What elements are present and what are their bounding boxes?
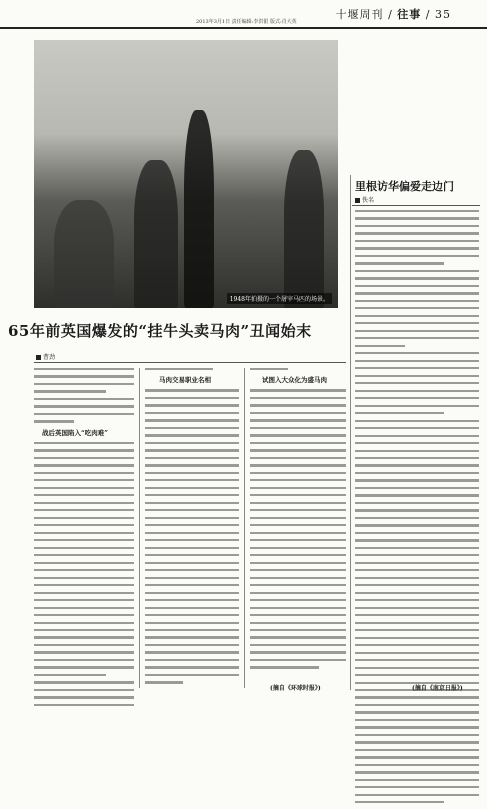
subhead: 马肉交易职业名相 (159, 376, 211, 385)
main-article-author: 曹劲 (36, 352, 55, 361)
subhead: 试图入大众化为盛马肉 (262, 376, 327, 385)
header-separator: / (425, 8, 431, 21)
article-photo (34, 40, 338, 308)
side-column-divider (350, 175, 351, 690)
side-article-rule (352, 205, 480, 206)
column-divider (244, 368, 245, 688)
column-divider (139, 368, 140, 688)
side-article-title: 里根访华偏爱走边门 (355, 180, 454, 193)
photo-figure (134, 160, 178, 308)
date-line: 2013年3月1日 责任编辑:李洪银 版式:肖大英 (196, 19, 297, 25)
page-number: 35 (435, 8, 451, 21)
section-name: 往事 (397, 8, 422, 21)
header-separator: / (388, 8, 393, 21)
photo-figure (184, 110, 214, 308)
main-article-column-3 (250, 368, 346, 674)
side-article-body (355, 210, 479, 809)
photo-caption: 1948年拍摄的一个屠宰马匹的场景。 (227, 293, 332, 304)
main-article-signature: (摘自《环球时报》) (270, 685, 321, 692)
subhead: 战后英国陷入“吃肉难” (42, 428, 108, 437)
publication-header (336, 6, 451, 22)
photo-figure (284, 150, 324, 308)
side-article-author: 佚名 (355, 195, 374, 204)
side-article-signature: (摘自《南京日报》) (412, 685, 463, 692)
main-article-rule (34, 362, 346, 363)
publication-name: 十堰周刊 (335, 8, 384, 21)
main-article-column-1 (34, 368, 134, 711)
main-article-column-2 (145, 368, 239, 689)
photo-figure (54, 200, 114, 308)
header-rule (0, 27, 487, 29)
main-headline: 65年前英国爆发的“挂牛头卖马肉”丑闻始末 (8, 322, 312, 340)
